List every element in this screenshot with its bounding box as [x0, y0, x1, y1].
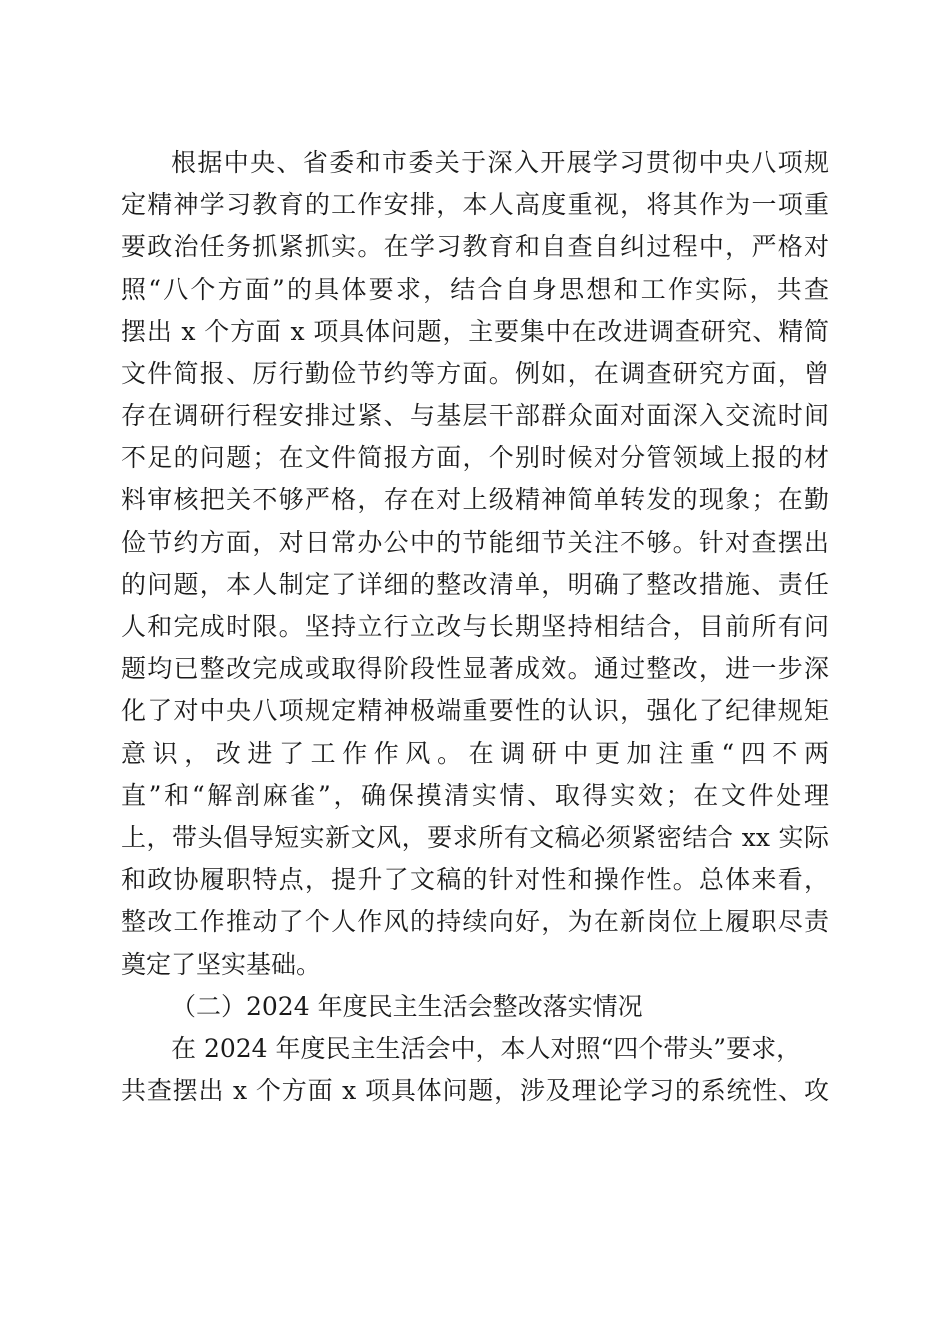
paragraph-line: 存在调研行程安排过紧、与基层干部群众面对面深入交流时间: [121, 401, 829, 430]
paragraph-line: 奠定了坚实基础。: [121, 950, 322, 979]
paragraph-line: 不足的问题；在文件简报方面，个别时候对分管领域上报的材: [121, 443, 829, 472]
section-heading: （二）2024 年度民主生活会整改落实情况: [171, 992, 643, 1021]
paragraph-line: 俭节约方面，对日常办公中的节能细节关注不够。针对查摆出: [121, 528, 829, 557]
paragraph-line: 定精神学习教育的工作安排，本人高度重视，将其作为一项重: [121, 190, 829, 219]
paragraph-line: 文件简报、厉行勤俭节约等方面。例如，在调查研究方面，曾: [121, 359, 829, 388]
paragraph-line: 的问题，本人制定了详细的整改清单，明确了整改措施、责任: [121, 570, 829, 599]
paragraph-line: 在 2024 年度民主生活会中，本人对照“四个带头”要求，: [171, 1034, 802, 1063]
paragraph-line: 共查摆出 x 个方面 x 项具体问题，涉及理论学习的系统性、攻: [121, 1076, 829, 1105]
paragraph-line: 要政治任务抓紧抓实。在学习教育和自查自纠过程中，严格对: [121, 232, 829, 261]
paragraph-line: 料审核把关不够严格，存在对上级精神简单转发的现象；在勤: [121, 485, 829, 514]
paragraph-line: 和政协履职特点，提升了文稿的针对性和操作性。总体来看，: [121, 865, 829, 894]
paragraph-line: 人和完成时限。坚持立行立改与长期坚持相结合，目前所有问: [121, 612, 829, 641]
paragraph-line: 直”和“解剖麻雀”，确保摸清实情、取得实效；在文件处理: [121, 781, 829, 810]
paragraph-line: 上，带头倡导短实新文风，要求所有文稿必须紧密结合 xx 实际: [121, 823, 829, 852]
paragraph-line: 题均已整改完成或取得阶段性显著成效。通过整改，进一步深: [121, 654, 829, 683]
paragraph-line: 整改工作推动了个人作风的持续向好，为在新岗位上履职尽责: [121, 907, 829, 936]
paragraph-line: 意识，改进了工作作风。在调研中更加注重“四不两: [121, 739, 829, 768]
paragraph-line: 照“八个方面”的具体要求，结合自身思想和工作实际，共查: [121, 275, 829, 304]
paragraph-line: 根据中央、省委和市委关于深入开展学习贯彻中央八项规: [171, 148, 829, 177]
paragraph-line: 化了对中央八项规定精神极端重要性的认识，强化了纪律规矩: [121, 696, 829, 725]
paragraph-line: 摆出 x 个方面 x 项具体问题，主要集中在改进调查研究、精简: [121, 317, 829, 346]
